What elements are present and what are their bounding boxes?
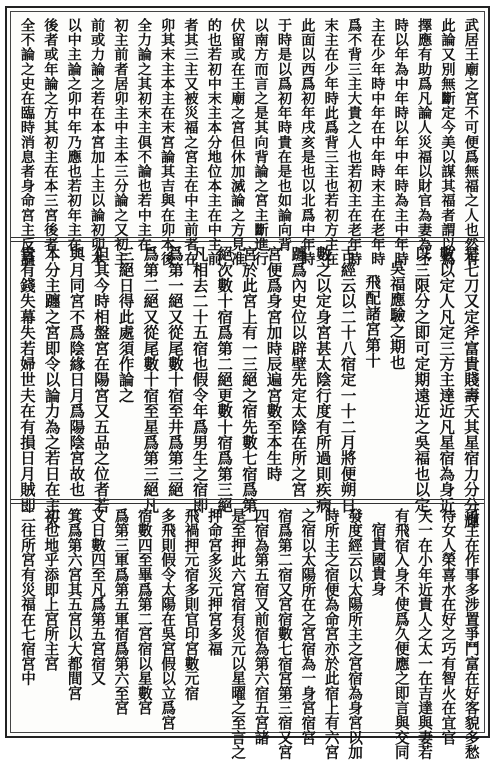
text-column: 初主前者居卯主中主本三分論之又初主: [112, 18, 129, 267]
text-column: 之宿以太陽所在之宮宿為一身宮宿宮: [299, 508, 317, 745]
text-column: 數以定人凡定三方主達近凡星宿為身近: [437, 246, 456, 513]
text-column: 宿貴國貴身: [369, 522, 387, 596]
text-column: 宮於此宮上有一三絕之宿先數七宿爲第一: [239, 246, 258, 529]
text-column: 絕次數十宿爲第二絕更數十宿爲第三絕: [215, 246, 234, 513]
text-column: 押命宮多災元押宮多福: [205, 508, 223, 656]
text-column: 此論又別無斷定今美以謀其福者謂以爲: [439, 18, 456, 267]
text-column: 與月同宮不爲陰緣日月爲陽陰宮故也: [67, 246, 86, 498]
text-column: 又日數四至凡爲第五宮宿又: [89, 508, 107, 686]
text-band-top: [13, 14, 482, 267]
text-column: 天一在小年近貴人之太一在吉達與妻若: [416, 508, 434, 760]
text-column: 可主在作事多涉置爭鬥富在好客貌多愁: [462, 508, 480, 760]
text-band-bottom: [13, 504, 482, 760]
text-column: 擇應有助爲凡論人災福以財官為妻為予: [416, 18, 433, 267]
text-column: 但其今時相盤宮在陽宮又五品之位者若: [91, 246, 110, 513]
text-column: 宮便爲身宮加時辰遍宮數至本生時: [264, 246, 283, 482]
text-column: 時以年為中年時以年中年時為主中年時: [392, 18, 409, 267]
text-column: 多飛則假令太陽在吳宮假以立爲宮: [159, 508, 177, 730]
text-column: 主在少年時中年在中年時末主在老年時: [369, 18, 386, 267]
text-column: 待女人榮喜水在好之巧有智火在宜官: [439, 508, 457, 745]
text-column: 數之以定身宮甚太陰行度有所過則疾病: [313, 246, 332, 513]
text-column: 發度經云以太陽所主之宮宿為身宮以加: [346, 508, 364, 760]
text-column: 以三限分之即可定期遠近之吳福也以定: [412, 246, 431, 513]
text-column: 有飛宿入身不使爲久便應之即言與交同: [392, 508, 410, 760]
text-column: 前或力論之若在本宮加上主以論初卯本: [89, 18, 106, 267]
text-column: 伏留或在王廟之宮但休加滅論之方見准: [229, 18, 246, 267]
text-column: 三絕日得此處須作論之: [116, 246, 135, 403]
text-column: 四宿為第五宿又前宿為第六宿五宮諸: [252, 508, 270, 745]
text-column: 全力論之其初末主俱不論也若中主在: [135, 18, 152, 252]
scanned-page: [5, 6, 490, 760]
text-column: 飛禍押元宿多則官印宮數元宿: [182, 508, 200, 701]
text-column: 末主在少年時此爲背三主也若初方主在: [322, 18, 339, 267]
text-column: 時所主之宿便為命宮亦於此宿上有六宮: [322, 508, 340, 760]
text-column: 凡相去二十五宿也假令年爲男生之宿即: [190, 246, 209, 513]
text-column: 者其三主又被災福之宮主在中主前者在: [182, 18, 199, 267]
text-column: 初也地乎添即上宮所主宮: [42, 508, 60, 671]
text-column: 全不論之史在臨時消息者身命宮主反論: [19, 18, 35, 267]
text-column: 以中主論之卯中年乃應也若初年主在: [65, 18, 82, 252]
text-column: 本分主躔之宮即令以論力為之若日在主大: [42, 246, 61, 529]
text-column: 爲第三軍爲第五軍宿爲第六至宮: [112, 508, 130, 716]
text-column: 是至押此六宮宿有災元以星曜之至言之: [229, 508, 247, 760]
text-column: 此面以西爲初年戌亥是也以北爲中年時: [299, 18, 316, 267]
text-column: 卯其末主本主在末宮論其吉與在卯本後: [159, 18, 176, 267]
text-column: 爲第一絕又從尾數十宿至井爲第三絕: [165, 246, 184, 498]
text-column: 宿數四至畢爲第二宮宿以星數宮: [135, 508, 153, 716]
text-column: 以南方而言之是其向背論之宮主斷進行: [252, 18, 269, 267]
text-column: 的也若初中末主本分地位本主在中主前: [205, 18, 222, 267]
text-column: 箕爲第六宮其五宮以大都間宮: [65, 508, 83, 701]
text-column: 飛配諸宮第十: [363, 274, 382, 369]
text-column: 二往所宮有災福在七宿宮中: [19, 508, 36, 686]
text-column: 貴有錢失幕失若婦世夫在有損日月賊即: [18, 246, 36, 513]
text-column: 後者或年論之方其初主在本三宮後者: [42, 18, 59, 252]
text-column: 宿爲第二宿又宮宿數七宿宮第三宿又宮: [275, 508, 293, 760]
text-column: 躔爲內史位以辟壁先定太陰在所之宮: [289, 246, 308, 498]
text-column: 于時是以爲初年時貴在是也如論向背: [275, 18, 292, 252]
text-column: 是七刀又定斧富貴賤壽夭其星宿力分分輝: [461, 246, 480, 529]
text-column: 吳福應驗之期也: [387, 260, 406, 370]
text-column: 古經云以二十八宿定一十二月將便朔日: [338, 246, 357, 513]
text-band-middle: [13, 242, 482, 529]
text-column: 爲第二絕又從尾數十宿至星爲第三絕凡: [141, 246, 160, 513]
text-column: 爲不背三主大貴之人也若初主在老年時: [346, 18, 363, 267]
text-column: 武居王廟之宮不可便爲無福之人也然有: [462, 18, 479, 267]
